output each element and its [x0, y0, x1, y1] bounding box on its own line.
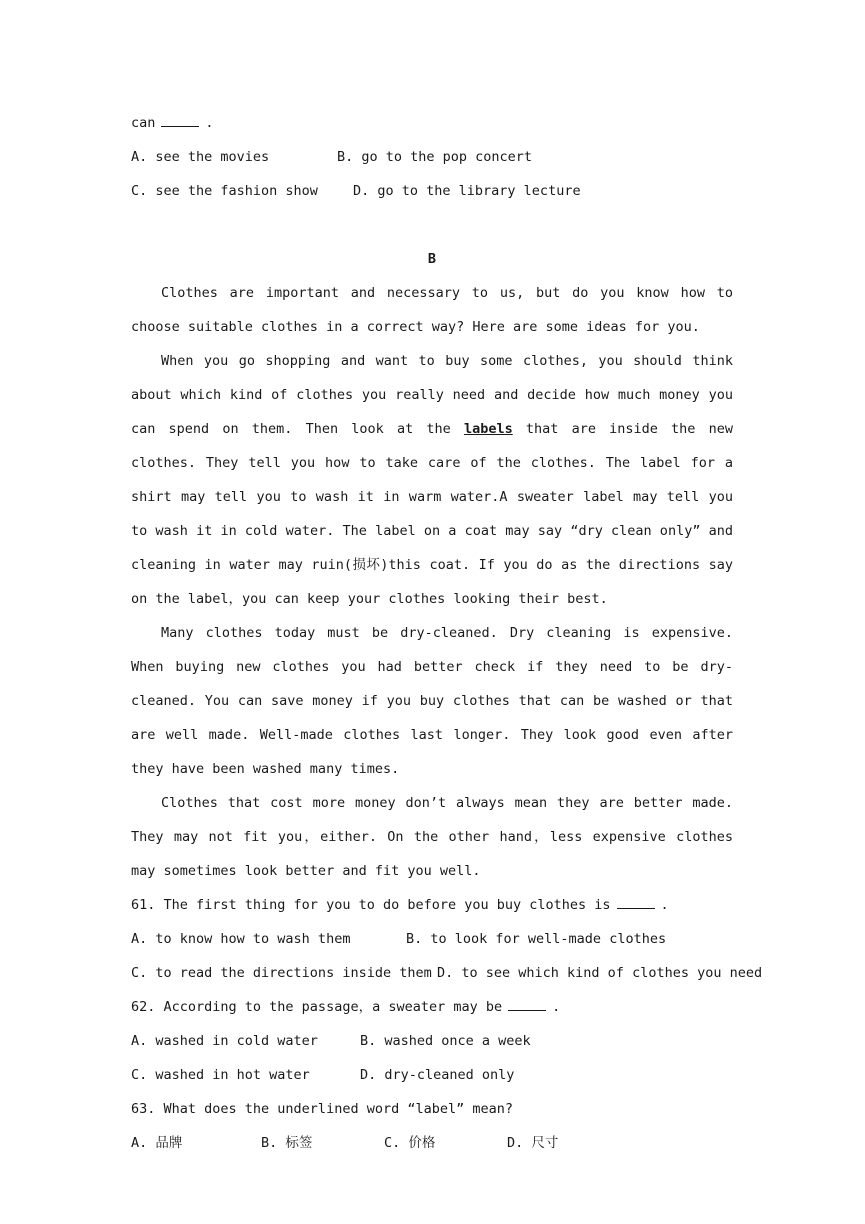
option-a: A. see the movies [131, 149, 270, 165]
answer-blank [617, 895, 655, 909]
question-stem-continued [131, 112, 733, 146]
option-b: B. 标签 [261, 1135, 313, 1151]
options-row [131, 928, 733, 962]
option-d: D. 尺寸 [507, 1135, 559, 1151]
section-heading: B [427, 251, 437, 267]
question-stem-text: 62. According to the passage，a sweater may be [131, 999, 503, 1015]
options-row [131, 1064, 733, 1098]
option-c: C. washed in hot water [131, 1067, 310, 1083]
option-c: C. see the fashion show [131, 183, 318, 199]
options-row [131, 1030, 733, 1064]
options-row [131, 962, 763, 996]
passage-text: When you go shopping and want to buy some clothes, you should think about which kind of clothes you really need and decide how much money you can spend on them. Then look at the [131, 353, 733, 437]
passage-paragraph-2 [131, 344, 733, 616]
option-d: D. to see which kind of clothes you need [437, 965, 763, 981]
options-row [131, 180, 733, 214]
question-61 [131, 894, 733, 928]
option-b: B. go to the pop concert [337, 149, 533, 165]
option-c: C. 价格 [384, 1135, 436, 1151]
question-stem-text: 61. The first thing for you to do before you buy clothes is [131, 897, 611, 913]
question-end-punct: . [660, 897, 669, 913]
passage-paragraph-4: Clothes that cost more money don’t always mean they are better made. They may not fit you，either. On the other hand，less expensive clothes may sometimes look better and fit you well. [131, 795, 733, 879]
underlined-word: labels [463, 421, 513, 437]
question-end-punct: . [552, 999, 561, 1015]
answer-blank [161, 113, 199, 127]
option-a: A. to know how to wash them [131, 931, 351, 947]
option-d: D. dry-cleaned only [360, 1067, 515, 1083]
option-d: D. go to the library lecture [353, 183, 581, 199]
option-c: C. to read the directions inside them [131, 965, 432, 981]
passage-paragraph-3: Many clothes today must be dry-cleaned. Dry cleaning is expensive. When buying new clothes you had better check if they need to be dry-cleaned. You can save money if you buy clothes that can be washed or that are well made. Well-made clothes last longer. They look good even after they have been washed many times. [131, 625, 733, 777]
answer-blank [508, 997, 546, 1011]
option-a: A. 品牌 [131, 1135, 183, 1151]
document-page [131, 112, 763, 1166]
option-a: A. washed in cold water [131, 1033, 318, 1049]
question-end-punct: . [205, 115, 214, 131]
passage-paragraph-1: Clothes are important and necessary to us, but do you know how to choose suitable clothes in a correct way? Here are some ideas for you. [131, 285, 733, 335]
question-63 [131, 1098, 733, 1132]
options-row [131, 1132, 733, 1166]
question-stem-text: 63. What does the underlined word “label” mean? [131, 1101, 514, 1117]
option-b: B. to look for well-made clothes [406, 931, 667, 947]
question-stem-text: can [131, 115, 156, 131]
spacer [131, 214, 733, 248]
passage-text: that are inside the new clothes. They tell you how to take care of the clothes. The label for a shirt may tell you to wash it in warm water.A sweater label may tell you to wash it in cold water. The label on a coat may say “dry clean only” and cleaning in water may ruin(损坏)this coat. If you do as the directions say on the label，you can keep your clothes looking their best. [131, 421, 733, 607]
options-row [131, 146, 733, 180]
option-b: B. washed once a week [360, 1033, 531, 1049]
question-62 [131, 996, 733, 1030]
